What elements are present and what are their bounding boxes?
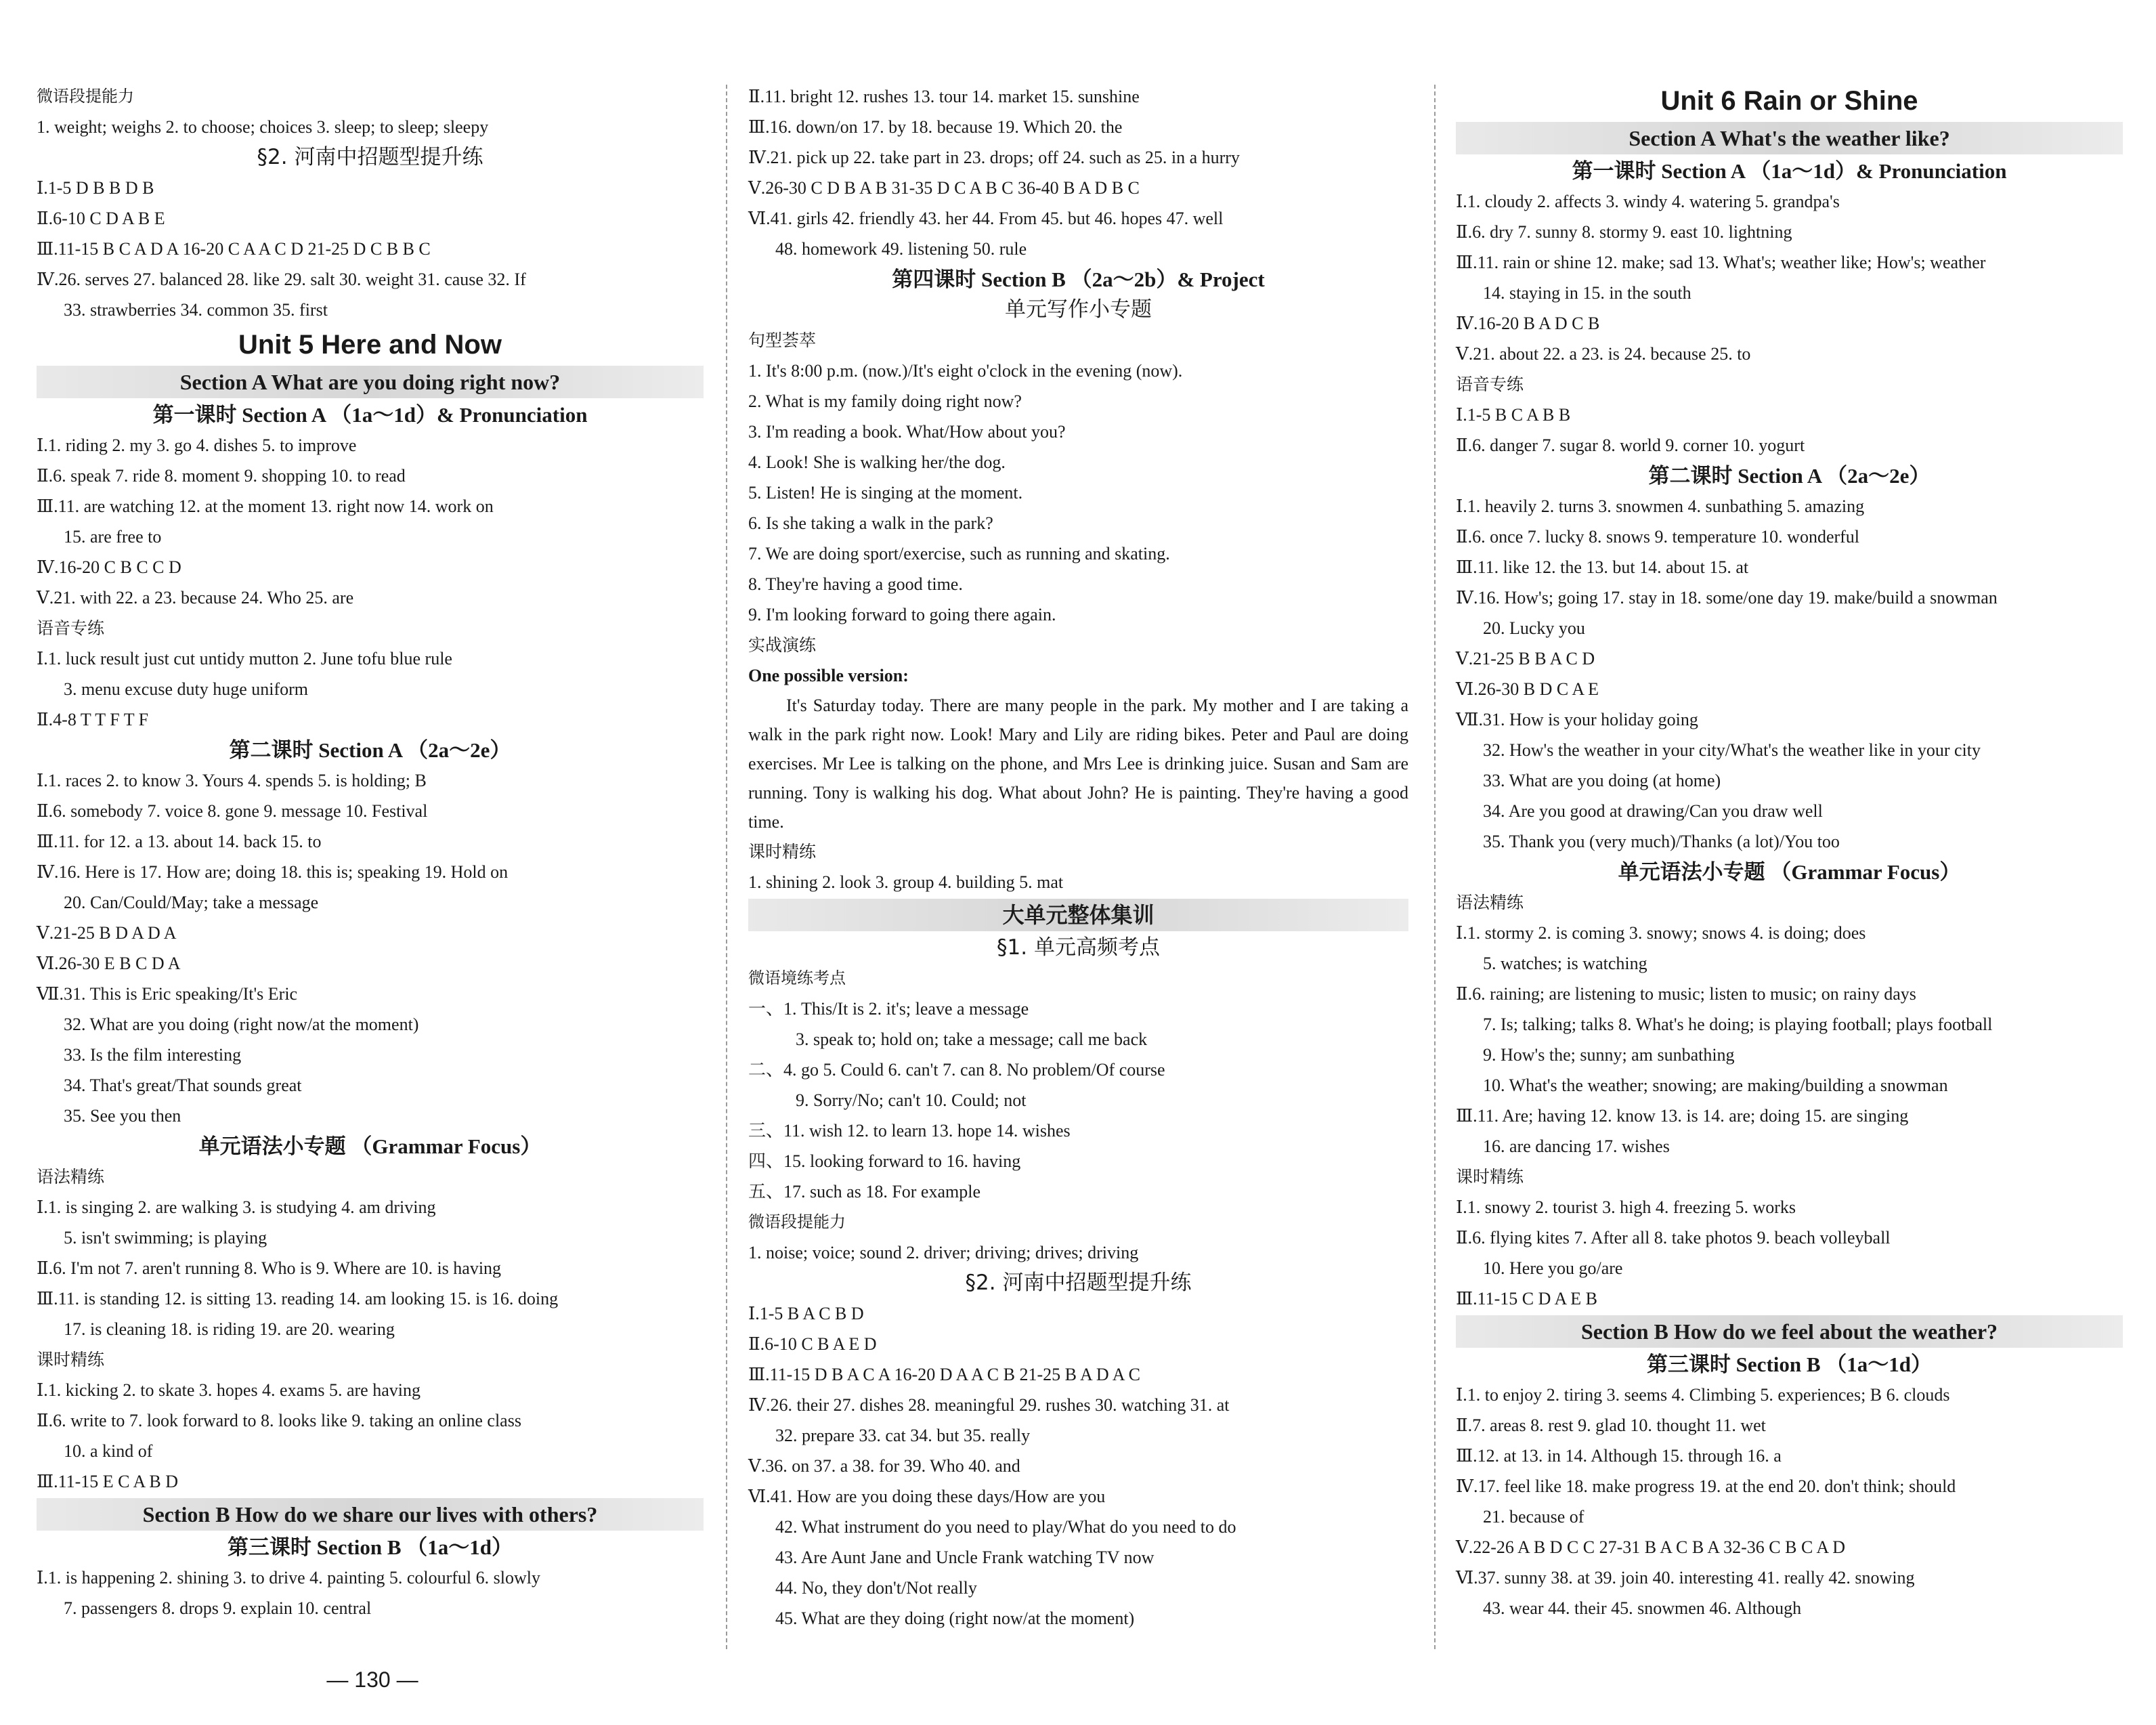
lesson-heading: 单元语法小专题 （Grammar Focus） <box>198 1134 542 1158</box>
answer-line: 9. Sorry/No; can't 10. Could; not <box>796 1090 1027 1110</box>
section-banner: 大单元整体集训 <box>748 899 1408 931</box>
answer-line: Ⅱ.6. I'm not 7. aren't running 8. Who is 9. Where are 10. is having <box>37 1258 502 1278</box>
answer-line: Ⅶ.31. This is Eric speaking/It's Eric <box>37 984 298 1004</box>
answer-line: 3. I'm reading a book. What/How about you? <box>748 422 1066 442</box>
answer-line: Ⅵ.37. sunny 38. at 39. join 40. interesting 41. really 42. snowing <box>1456 1568 1915 1588</box>
answer-line: One possible version: <box>748 666 909 685</box>
answer-line: Ⅴ.21. with 22. a 23. because 24. Who 25. are <box>37 588 354 608</box>
column-divider <box>726 85 727 1649</box>
category-label: 语音专练 <box>37 618 105 638</box>
answer-line: 9. I'm looking forward to going there again. <box>748 605 1056 624</box>
answer-line: 7. We are doing sport/exercise, such as running and skating. <box>748 544 1170 563</box>
category-label: 微语段提能力 <box>748 1212 846 1231</box>
answer-line: Ⅲ.16. down/on 17. by 18. because 19. Which 20. the <box>748 117 1123 137</box>
answer-line: Ⅱ.7. areas 8. rest 9. glad 10. thought 11. wet <box>1456 1415 1766 1435</box>
answer-line: Ⅲ.12. at 13. in 14. Although 15. through 16. a <box>1456 1446 1782 1466</box>
answer-column-right <box>1456 81 2123 1623</box>
answer-line: 5. Listen! He is singing at the moment. <box>748 483 1023 503</box>
category-label: 语音专练 <box>1456 375 1524 394</box>
column-divider <box>1434 85 1436 1649</box>
category-label: 实战演练 <box>748 635 817 655</box>
answer-line: Ⅲ.11. rain or shine 12. make; sad 13. What's; weather like; How's; weather <box>1456 253 1986 272</box>
answer-line: 2. What is my family doing right now? <box>748 391 1022 411</box>
answer-line: 三、11. wish 12. to learn 13. hope 14. wishes <box>748 1121 1071 1141</box>
lesson-heading: 第三课时 Section B （1a～1d） <box>227 1535 513 1559</box>
answer-line: 33. Is the film interesting <box>64 1045 242 1065</box>
answer-line: 10. a kind of <box>64 1441 153 1461</box>
answer-line: Ⅲ.11-15 C D A E B <box>1456 1289 1598 1308</box>
answer-line: Ⅳ.16-20 C B C C D <box>37 557 181 577</box>
answer-line: Ⅱ.11. bright 12. rushes 13. tour 14. market 15. sunshine <box>748 87 1140 106</box>
answer-line: 8. They're having a good time. <box>748 574 963 594</box>
answer-line: Ⅱ.4-8 T T F T F <box>37 710 149 729</box>
lesson-heading: 第一课时 Section A （1a～1d）& Pronunciation <box>1572 159 2007 183</box>
answer-column-middle <box>748 81 1408 1634</box>
answer-line: 1. It's 8:00 p.m. (now.)/It's eight o'clock in the evening (now). <box>748 361 1183 381</box>
answer-line: 21. because of <box>1483 1507 1584 1527</box>
answer-line: Ⅱ.6. flying kites 7. After all 8. take photos 9. beach volleyball <box>1456 1228 1891 1248</box>
answer-line: Ⅰ.1. is singing 2. are walking 3. is studying 4. am driving <box>37 1197 436 1217</box>
subsection-heading: §2. 河南中招题型提升练 <box>257 145 483 169</box>
answer-line: Ⅱ.6. danger 7. sugar 8. world 9. corner 10. yogurt <box>1456 435 1805 455</box>
answer-line: 33. What are you doing (at home) <box>1483 771 1721 790</box>
answer-line: Ⅰ.1. luck result just cut untidy mutton 2. June tofu blue rule <box>37 649 452 668</box>
answer-line: Ⅴ.21-25 B B A C D <box>1456 649 1595 668</box>
answer-line: 16. are dancing 17. wishes <box>1483 1136 1670 1156</box>
lesson-heading: 单元语法小专题 （Grammar Focus） <box>1618 860 1961 884</box>
answer-line: Ⅰ.1-5 B C A B B <box>1456 405 1571 425</box>
answer-line: 6. Is she taking a walk in the park? <box>748 513 993 533</box>
answer-line: 4. Look! She is walking her/the dog. <box>748 452 1006 472</box>
answer-line: Ⅰ.1. is happening 2. shining 3. to drive 4. painting 5. colourful 6. slowly <box>37 1568 540 1588</box>
answer-line: 7. Is; talking; talks 8. What's he doing; is playing football; plays football <box>1483 1015 1993 1034</box>
unit-title: Unit 5 Here and Now <box>238 330 502 360</box>
answer-line: Ⅲ.11. for 12. a 13. about 14. back 15. to <box>37 832 322 851</box>
answer-line: 33. strawberries 34. common 35. first <box>64 300 328 320</box>
page-number: — 130 — <box>326 1667 418 1692</box>
answer-line: Ⅱ.6. somebody 7. voice 8. gone 9. message 10. Festival <box>37 801 428 821</box>
answer-line: Ⅴ.22-26 A B D C C 27-31 B A C B A 32-36 C B C A D <box>1456 1537 1846 1557</box>
category-label: 语法精练 <box>1456 893 1524 912</box>
answer-line: 5. watches; is watching <box>1483 954 1647 973</box>
answer-line: Ⅳ.16-20 B A D C B <box>1456 314 1600 333</box>
answer-line: 9. How's the; sunny; am sunbathing <box>1483 1045 1735 1065</box>
answer-line: 3. menu excuse duty huge uniform <box>64 679 309 699</box>
answer-line: 14. staying in 15. in the south <box>1483 283 1691 303</box>
category-label: 微语段提能力 <box>37 87 134 106</box>
answer-line: Ⅱ.6. once 7. lucky 8. snows 9. temperature 10. wonderful <box>1456 527 1860 547</box>
answer-line: Ⅰ.1-5 D B B D B <box>37 178 154 198</box>
answer-line: 7. passengers 8. drops 9. explain 10. central <box>64 1598 372 1618</box>
category-label: 句型荟萃 <box>748 331 817 350</box>
section-banner: Section A What are you doing right now? <box>37 366 704 398</box>
answer-line: 15. are free to <box>64 527 162 547</box>
subsection-heading: 单元写作小专题 <box>1005 297 1152 322</box>
answer-line: Ⅲ.11-15 B C A D A 16-20 C A A C D 21-25 D C B B C <box>37 239 431 259</box>
answer-line: 1. noise; voice; sound 2. driver; driving; drives; driving <box>748 1243 1139 1262</box>
answer-line: 32. What are you doing (right now/at the moment) <box>64 1015 419 1034</box>
answer-column-left <box>37 81 704 1623</box>
answer-line: 35. Thank you (very much)/Thanks (a lot)/You too <box>1483 832 1840 851</box>
answer-line: Ⅰ.1. to enjoy 2. tiring 3. seems 4. Climbing 5. experiences; B 6. clouds <box>1456 1385 1950 1405</box>
answer-line: Ⅳ.16. How's; going 17. stay in 18. some/one day 19. make/build a snowman <box>1456 588 1998 608</box>
answer-line: 10. Here you go/are <box>1483 1258 1623 1278</box>
subsection-heading: §2. 河南中招题型提升练 <box>965 1271 1192 1295</box>
section-banner: Section B How do we feel about the weather? <box>1456 1315 2123 1348</box>
answer-line: 一、1. This/It is 2. it's; leave a message <box>748 999 1029 1019</box>
answer-line: Ⅲ.11. Are; having 12. know 13. is 14. are; doing 15. are singing <box>1456 1106 1909 1126</box>
answer-line: Ⅱ.6. speak 7. ride 8. moment 9. shopping 10. to read <box>37 466 406 486</box>
answer-line: 43. wear 44. their 45. snowmen 46. Although <box>1483 1598 1802 1618</box>
section-banner: Section A What's the weather like? <box>1456 122 2123 154</box>
answer-line: Ⅰ.1. stormy 2. is coming 3. snowy; snows 4. is doing; does <box>1456 923 1866 943</box>
answer-line: 5. isn't swimming; is playing <box>64 1228 267 1248</box>
subsection-heading: §1. 单元高频考点 <box>997 935 1160 960</box>
answer-line: Ⅶ.31. How is your holiday going <box>1456 710 1698 729</box>
answer-line: 42. What instrument do you need to play/What do you need to do <box>775 1517 1236 1537</box>
category-label: 课时精练 <box>37 1350 105 1369</box>
answer-line: Ⅳ.26. their 27. dishes 28. meaningful 29. rushes 30. watching 31. at <box>748 1395 1230 1415</box>
lesson-heading: 第四课时 Section B （2a～2b）& Project <box>892 268 1265 291</box>
answer-line: 45. What are they doing (right now/at the moment) <box>775 1609 1135 1628</box>
answer-line: 17. is cleaning 18. is riding 19. are 20. wearing <box>64 1319 395 1339</box>
answer-line: Ⅴ.21-25 B D A D A <box>37 923 177 943</box>
answer-line: 43. Are Aunt Jane and Uncle Frank watching TV now <box>775 1548 1155 1567</box>
answer-line: 1. weight; weighs 2. to choose; choices 3. sleep; to sleep; sleepy <box>37 117 489 137</box>
answer-line: Ⅱ.6-10 C B A E D <box>748 1334 877 1354</box>
answer-line: 32. How's the weather in your city/What's the weather like in your city <box>1483 740 1981 760</box>
answer-line: Ⅰ.1. heavily 2. turns 3. snowmen 4. sunbathing 5. amazing <box>1456 496 1865 516</box>
answer-line: Ⅱ.6-10 C D A B E <box>37 209 165 228</box>
answer-line: Ⅳ.21. pick up 22. take part in 23. drops; off 24. such as 25. in a hurry <box>748 148 1240 167</box>
section-banner: Section B How do we share our lives with others? <box>37 1498 704 1531</box>
answer-line: Ⅵ.26-30 E B C D A <box>37 954 181 973</box>
lesson-heading: 第二课时 Section A （2a～2e） <box>229 738 511 762</box>
answer-line: Ⅲ.11. are watching 12. at the moment 13. right now 14. work on <box>37 496 494 516</box>
answer-line: Ⅰ.1. races 2. to know 3. Yours 4. spends 5. is holding; B <box>37 771 427 790</box>
answer-line: Ⅴ.21. about 22. a 23. is 24. because 25. to <box>1456 344 1751 364</box>
answer-line: Ⅲ.11. like 12. the 13. but 14. about 15. at <box>1456 557 1749 577</box>
answer-line: 32. prepare 33. cat 34. but 35. really <box>775 1426 1031 1445</box>
answer-line: 34. Are you good at drawing/Can you draw well <box>1483 801 1823 821</box>
answer-line: Ⅱ.6. raining; are listening to music; listen to music; on rainy days <box>1456 984 1916 1004</box>
answer-line: 44. No, they don't/Not really <box>775 1578 977 1598</box>
answer-line: Ⅰ.1. snowy 2. tourist 3. high 4. freezing 5. works <box>1456 1197 1796 1217</box>
lesson-heading: 第三课时 Section B （1a～1d） <box>1646 1353 1933 1376</box>
answer-line: 20. Can/Could/May; take a message <box>64 893 319 912</box>
answer-line: 二、4. go 5. Could 6. can't 7. can 8. No problem/Of course <box>748 1060 1165 1080</box>
category-label: 课时精练 <box>748 842 817 861</box>
answer-line: Ⅰ.1. riding 2. my 3. go 4. dishes 5. to improve <box>37 435 357 455</box>
answer-line: Ⅰ.1. cloudy 2. affects 3. windy 4. watering 5. grandpa's <box>1456 192 1840 211</box>
answer-line: 3. speak to; hold on; take a message; call me back <box>796 1029 1148 1049</box>
category-label: 微语境练考点 <box>748 968 846 987</box>
answer-line: Ⅲ.11-15 E C A B D <box>37 1472 179 1491</box>
answer-line: Ⅱ.6. write to 7. look forward to 8. looks like 9. taking an online class <box>37 1411 521 1430</box>
answer-line: 35. See you then <box>64 1106 181 1126</box>
answer-line: 1. shining 2. look 3. group 4. building 5. mat <box>748 872 1064 892</box>
category-label: 课时精练 <box>1456 1167 1524 1187</box>
answer-line: Ⅳ.17. feel like 18. make progress 19. at the end 20. don't think; should <box>1456 1476 1956 1496</box>
lesson-heading: 第一课时 Section A （1a～1d）& Pronunciation <box>152 403 588 427</box>
answer-line: Ⅵ.41. girls 42. friendly 43. her 44. From 45. but 46. hopes 47. well <box>748 209 1224 228</box>
answer-line: Ⅴ.36. on 37. a 38. for 39. Who 40. and <box>748 1456 1020 1476</box>
answer-line: Ⅳ.26. serves 27. balanced 28. like 29. salt 30. weight 31. cause 32. If <box>37 270 526 289</box>
category-label: 语法精练 <box>37 1167 105 1187</box>
answer-line: Ⅰ.1. kicking 2. to skate 3. hopes 4. exams 5. are having <box>37 1380 421 1400</box>
answer-line: 48. homework 49. listening 50. rule <box>775 239 1027 259</box>
answer-line: Ⅱ.6. dry 7. sunny 8. stormy 9. east 10. lightning <box>1456 222 1792 242</box>
answer-line: 五、17. such as 18. For example <box>748 1182 981 1201</box>
answer-line: 20. Lucky you <box>1483 618 1585 638</box>
model-essay-paragraph: It's Saturday today. There are many people in the park. My mother and I are taking a walk in the park right now. Look! Mary and Lily are riding bikes. Peter and Paul are doing exercises. Mr Lee is talking on the phone, and Mrs Lee is drinking juice. Susan and Sam are running. Tony is walking his dog. What about John? He is painting. They're having a good time. <box>748 696 1408 832</box>
answer-line: Ⅰ.1-5 B A C B D <box>748 1304 864 1323</box>
answer-line: Ⅲ.11-15 D B A C A 16-20 D A A C B 21-25 B A D A C <box>748 1365 1140 1384</box>
answer-line: 四、15. looking forward to 16. having <box>748 1151 1021 1171</box>
answer-line: Ⅵ.26-30 B D C A E <box>1456 679 1599 699</box>
answer-line: Ⅵ.41. How are you doing these days/How are you <box>748 1487 1106 1506</box>
unit-title: Unit 6 Rain or Shine <box>1660 86 1918 116</box>
answer-line: 10. What's the weather; snowing; are making/building a snowman <box>1483 1076 1948 1095</box>
answer-line: Ⅳ.16. Here is 17. How are; doing 18. this is; speaking 19. Hold on <box>37 862 509 882</box>
lesson-heading: 第二课时 Section A （2a～2e） <box>1648 464 1931 488</box>
answer-line: Ⅲ.11. is standing 12. is sitting 13. reading 14. am looking 15. is 16. doing <box>37 1289 559 1308</box>
answer-line: 34. That's great/That sounds great <box>64 1076 302 1095</box>
answer-line: Ⅴ.26-30 C D B A B 31-35 D C A B C 36-40 B A D B C <box>748 178 1140 198</box>
